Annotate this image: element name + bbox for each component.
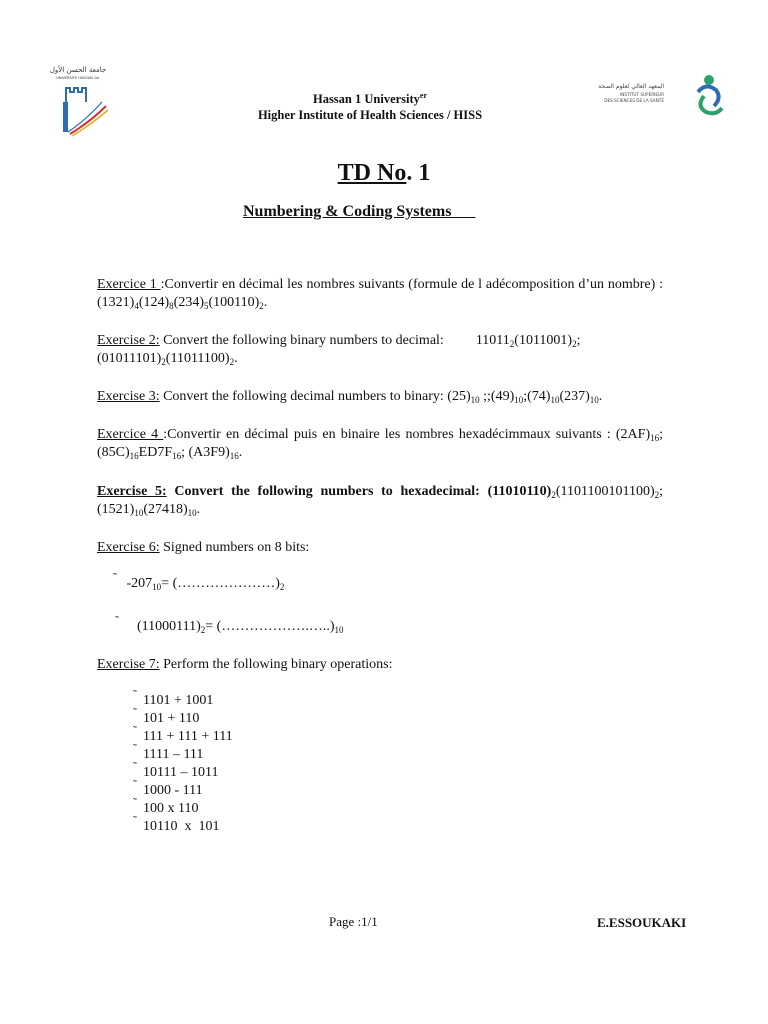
page-title xyxy=(0,160,768,187)
exercise-2-text: Convert the following binary numbers to decimal: xyxy=(159,333,444,348)
exercise-1-label: Exercice 1 xyxy=(97,277,161,292)
num: ; (A3F9) xyxy=(181,445,230,460)
university-sup: er xyxy=(419,91,428,100)
exercise-7-op-6 xyxy=(133,777,203,799)
num: -207 xyxy=(123,576,153,591)
title-rest: . 1 xyxy=(406,160,431,186)
institute-name: Higher Institute of Health Sciences / HISS xyxy=(257,108,483,122)
exercise-1 xyxy=(97,276,663,312)
bullet-icon: ˜ xyxy=(133,777,137,791)
op-text: 1111 – 111 xyxy=(143,747,204,762)
exercise-4-text: :Convertir en décimal puis en binaire les nombres hexadécimmaux suivants : (2AF) xyxy=(163,427,651,442)
sub: 10 xyxy=(514,395,524,405)
bullet-icon: ˜ xyxy=(133,723,137,737)
logo-latin-text: UNIVERSITÉ HASSAN 1er xyxy=(56,76,100,80)
page-subtitle xyxy=(243,203,475,221)
sep: ; xyxy=(576,333,581,348)
sub: 10 xyxy=(187,508,197,518)
title-underlined: TD No xyxy=(337,160,407,186)
exercise-1-text-a: :Convertir en décimal les nombres suivants (formule de l a xyxy=(160,277,493,292)
end: . xyxy=(234,351,238,366)
exercise-7-op-7 xyxy=(133,795,199,817)
exercise-3-text: Convert the following decimal numbers to binary: (25) xyxy=(159,389,471,404)
sub: 2 xyxy=(200,625,206,635)
bullet-icon: ˜ xyxy=(133,813,137,827)
exercise-6-label: Exercise 6: xyxy=(97,540,160,555)
sub: 8 xyxy=(169,301,174,311)
sub: 10 xyxy=(134,508,144,518)
author-name: E.ESSOUKAKI xyxy=(597,915,687,930)
end: . xyxy=(238,445,243,460)
num: (1011001) xyxy=(514,333,573,348)
num: ; (1521) xyxy=(97,484,664,517)
exercise-2 xyxy=(97,332,663,368)
exercise-2-label: Exercise 2: xyxy=(97,333,160,348)
num: = (……………….…..) xyxy=(205,619,335,634)
logo-line2-text: DES SCIENCES DE LA SANTÉ xyxy=(604,98,664,103)
exercise-5 xyxy=(97,483,663,519)
bullet-icon: ˜ xyxy=(133,741,137,755)
exercise-6-item-1 xyxy=(113,570,285,592)
exercise-5-text: Convert the following numbers to hexadecimal: (11010110) xyxy=(166,484,552,499)
bullet-icon: ˜ xyxy=(113,570,117,584)
exercise-1-text-b: décomposition d’un nombre) : (1321) xyxy=(97,277,663,310)
bullet-icon: ˜ xyxy=(133,759,137,773)
exercise-4 xyxy=(97,426,663,462)
exercise-6-item-2 xyxy=(115,613,344,635)
exercise-4-label: Exercice 4 xyxy=(97,427,164,442)
sub: 16 xyxy=(650,433,660,443)
sub: 2 xyxy=(509,339,515,349)
num: ;;(49) xyxy=(479,389,515,404)
op-text: 1000 - 111 xyxy=(143,783,203,798)
sub: 2 xyxy=(161,357,166,367)
num: ;(74) xyxy=(523,389,551,404)
op-text: 101 + 110 xyxy=(143,711,200,726)
institute-logo xyxy=(598,72,726,117)
num: (124) xyxy=(138,295,170,310)
op-text: 1101 + 1001 xyxy=(143,693,214,708)
sub: 5 xyxy=(203,301,209,311)
logo-arabic-text: جامعة الحسن الأول xyxy=(49,66,107,74)
sub: 16 xyxy=(172,451,182,461)
exercise-7-op-2 xyxy=(133,705,200,727)
exercise-3-label: Exercise 3: xyxy=(97,389,160,404)
university-name-text: Hassan 1 University xyxy=(312,92,420,106)
logo-arabic-text: المعهد العالي لعلوم الصحة xyxy=(598,83,664,90)
num: (1101100101100) xyxy=(555,484,655,499)
num: ED7F xyxy=(138,445,173,460)
sub: 10 xyxy=(334,625,344,635)
sub: 2 xyxy=(279,582,285,592)
exercise-3 xyxy=(97,388,663,406)
bullet-icon: ˜ xyxy=(115,613,119,627)
bullet-icon: ˜ xyxy=(133,795,137,809)
exercise-7-op-4 xyxy=(133,741,204,763)
num: 11011 xyxy=(475,333,510,348)
sub: 4 xyxy=(134,301,139,311)
sub: 2 xyxy=(572,339,577,349)
institute-logo-graphic xyxy=(598,72,726,117)
num: (11011100) xyxy=(165,351,230,366)
sub: 10 xyxy=(470,395,480,405)
exercise-7-op-3 xyxy=(133,723,233,745)
exercise-6 xyxy=(97,539,663,557)
subtitle-text: Numbering & Coding Systems xyxy=(243,203,452,220)
sub: 2 xyxy=(551,490,556,500)
bullet-icon: ˜ xyxy=(133,705,137,719)
sub: 2 xyxy=(259,301,264,311)
sub: 10 xyxy=(550,395,560,405)
num: (234) xyxy=(173,295,204,310)
page-number: Page :1/1 xyxy=(329,914,378,929)
bullet-icon: ˜ xyxy=(133,687,137,701)
exercise-7-op-8 xyxy=(133,813,220,835)
sub: 16 xyxy=(129,451,139,461)
num: (01011101) xyxy=(97,351,162,366)
sub: 2 xyxy=(654,490,660,500)
num: (11000111) xyxy=(137,619,201,634)
logo-line1-text: INSTITUT SUPÉRIEUR xyxy=(620,92,664,97)
num: ; (85C) xyxy=(97,427,663,460)
op-text: 10111 – 1011 xyxy=(143,765,219,780)
op-text: 100 x 110 xyxy=(143,801,199,816)
sub: 16 xyxy=(229,451,239,461)
end: . xyxy=(196,502,201,517)
exercise-6-text: Signed numbers on 8 bits: xyxy=(159,540,310,555)
num: = (…………………) xyxy=(161,576,280,591)
num: (237) xyxy=(559,389,590,404)
op-text: 111 + 111 + 111 xyxy=(143,729,233,744)
end: . xyxy=(263,295,268,310)
sub: 10 xyxy=(152,582,162,592)
exercise-7-label: Exercise 7: xyxy=(97,657,160,672)
sub: 10 xyxy=(589,395,599,405)
exercise-7 xyxy=(97,656,663,674)
num: (100110) xyxy=(208,295,260,310)
end: . xyxy=(598,389,603,404)
exercise-7-op-1 xyxy=(133,687,214,709)
op-text: 10110 x 101 xyxy=(143,819,220,834)
exercise-7-text: Perform the following binary operations: xyxy=(159,657,393,672)
sub: 2 xyxy=(229,357,235,367)
exercise-7-op-5 xyxy=(133,759,219,781)
num: (27418) xyxy=(143,502,188,517)
exercise-5-label: Exercise 5: xyxy=(97,484,167,499)
